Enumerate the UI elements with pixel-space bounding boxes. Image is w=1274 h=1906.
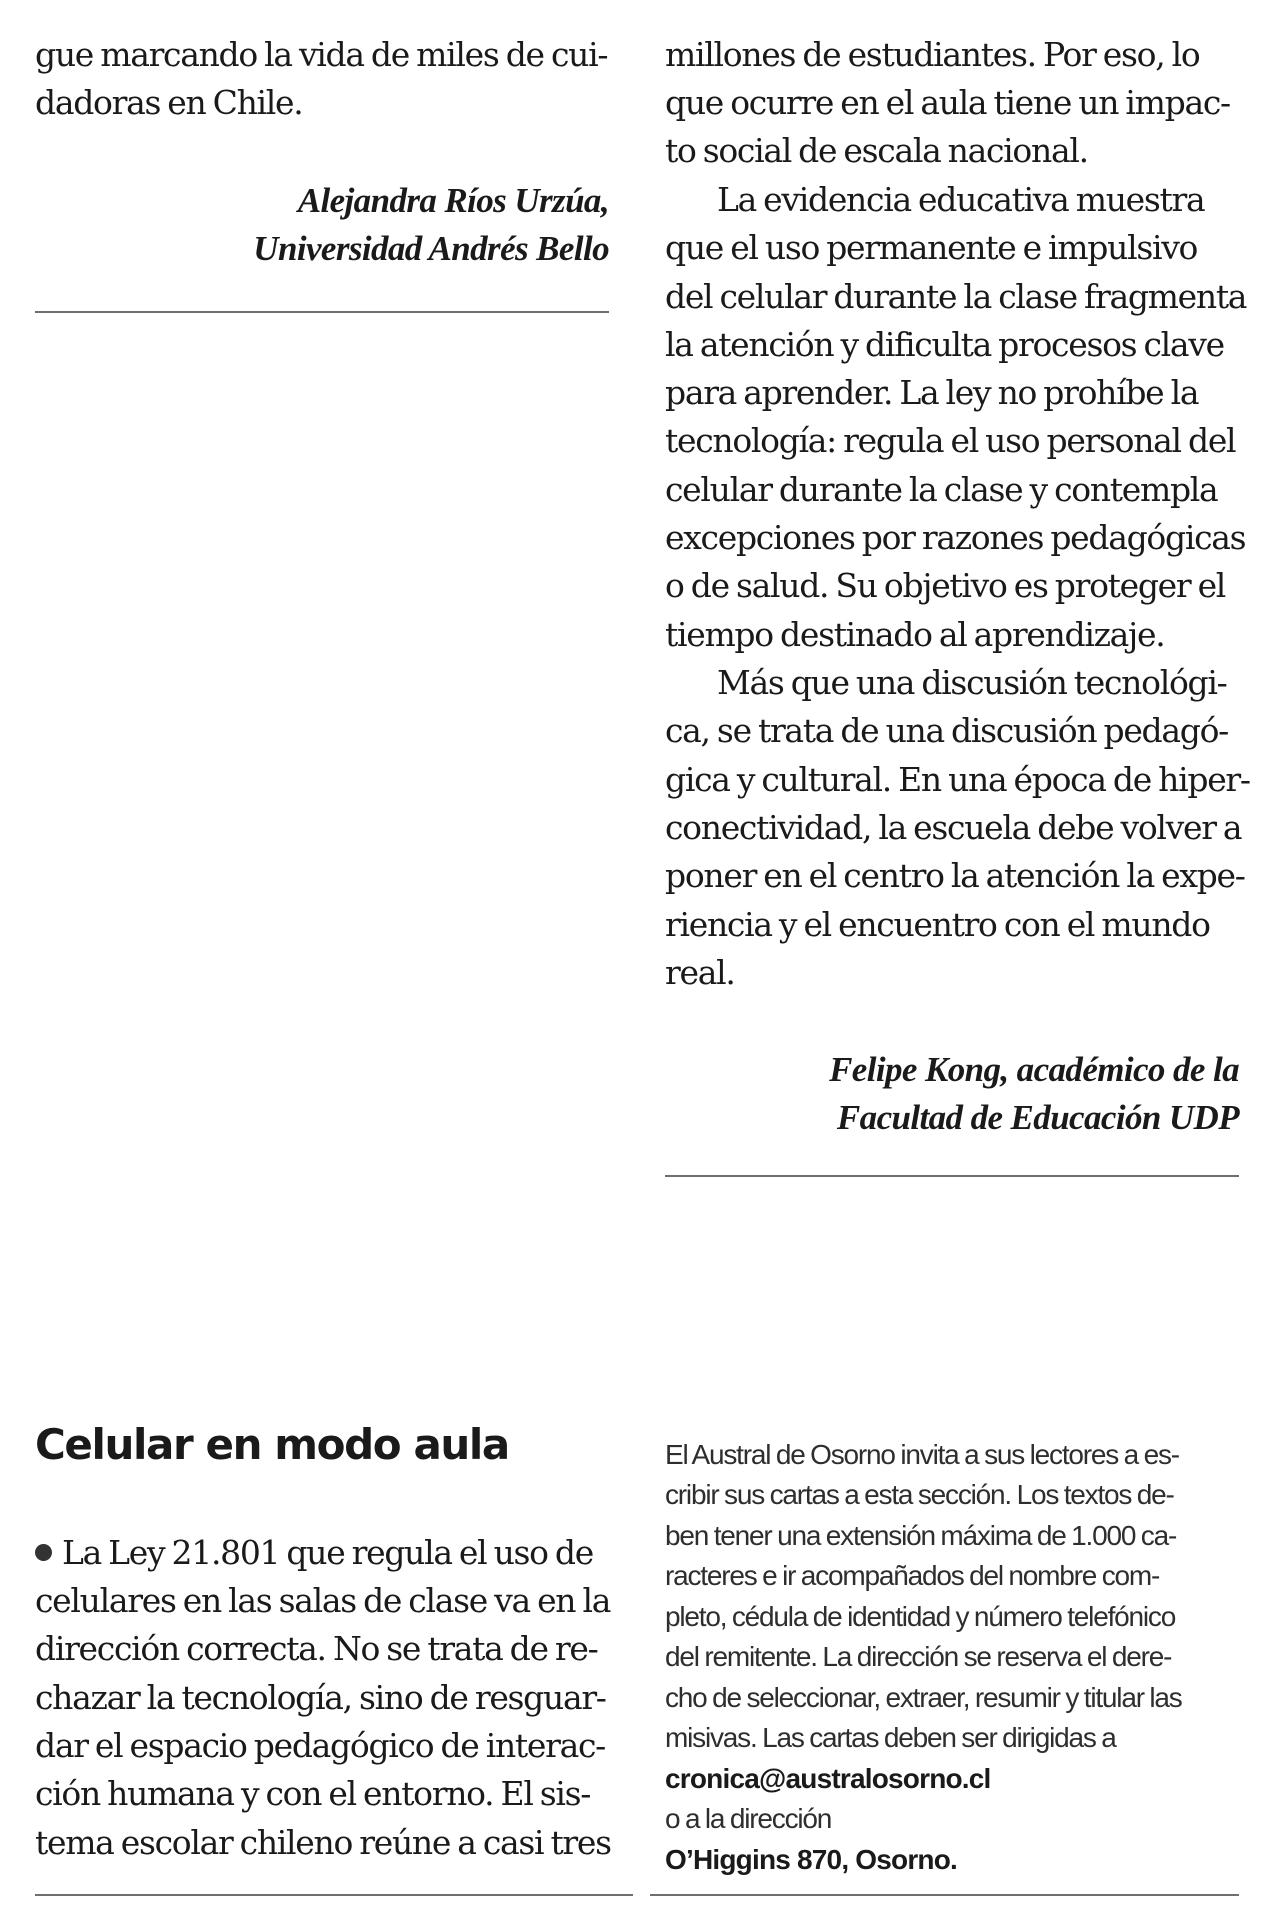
divider	[665, 1175, 1239, 1177]
notice-line: del remitente. La dirección se reserva el dere-	[665, 1641, 1172, 1672]
text-line: tecnología: regula el uso personal del	[665, 421, 1236, 460]
text-line: gica y cultural. En una época de hiper-	[665, 760, 1250, 799]
text-line: del celular durante la clase fragmenta	[665, 277, 1247, 316]
notice-line: cribir sus cartas a esta sección. Los textos de-	[665, 1479, 1174, 1510]
text-line: la atención y dificulta procesos clave	[665, 325, 1224, 364]
text-line: dirección correcta. No se trata de re-	[35, 1629, 598, 1668]
text-line: dadoras en Chile.	[35, 83, 303, 122]
notice-line: misivas. Las cartas deben ser dirigidas a	[665, 1722, 1116, 1753]
text-line: o de salud. Su objetivo es proteger el	[665, 566, 1226, 605]
email-link[interactable]: cronica@australosorno.cl	[665, 1763, 991, 1794]
text-line: dar el espacio pedagógico de interac-	[35, 1726, 605, 1765]
text-line: La evidencia educativa muestra	[717, 180, 1205, 219]
notice-line: El Austral de Osorno invita a sus lectores a es-	[665, 1439, 1179, 1470]
text-line-content: La Ley 21.801 que regula el uso de	[62, 1533, 593, 1572]
divider	[650, 1894, 1239, 1896]
text-line	[35, 1533, 593, 1572]
bullet-icon	[35, 1544, 52, 1561]
text-line: real.	[665, 953, 735, 992]
text-line: Más que una discusión tecnológi-	[717, 663, 1227, 702]
notice-line: o a la dirección	[665, 1803, 832, 1834]
letter-headline: Celular en modo aula	[35, 1420, 509, 1469]
signature-name: Alejandra Ríos Urzúa,	[297, 181, 609, 220]
text-line: millones de estudiantes. Por eso, lo	[665, 35, 1200, 74]
notice-line: ben tener una extensión máxima de 1.000 ca-	[665, 1520, 1177, 1551]
text-line: celular durante la clase y contempla	[665, 470, 1218, 509]
signature-name: Felipe Kong, académico de la	[829, 1050, 1239, 1089]
text-line: riencia y el encuentro con el mundo	[665, 905, 1210, 944]
text-line: poner en el centro la atención la expe-	[665, 856, 1245, 895]
text-line: para aprender. La ley no prohíbe la	[665, 373, 1199, 412]
text-line: que ocurre en el aula tiene un impac-	[665, 83, 1230, 122]
signature-affiliation: Facultad de Educación UDP	[836, 1098, 1239, 1137]
notice-line: racteres e ir acompañados del nombre com-	[665, 1560, 1160, 1591]
divider	[35, 311, 609, 313]
text-line: ción humana y con el entorno. El sis-	[35, 1774, 591, 1813]
text-line: gue marcando la vida de miles de cui-	[35, 35, 608, 74]
signature-affiliation: Universidad Andrés Bello	[253, 229, 609, 268]
notice-line: pleto, cédula de identidad y número telefónico	[665, 1601, 1176, 1632]
text-line: que el uso permanente e impulsivo	[665, 228, 1198, 267]
text-line: tiempo destinado al aprendizaje.	[665, 615, 1165, 654]
text-line: conectividad, la escuela debe volver a	[665, 808, 1242, 847]
notice-line: cho de seleccionar, extraer, resumir y titular las	[665, 1682, 1182, 1713]
divider	[35, 1894, 633, 1896]
text-line: tema escolar chileno reúne a casi tres	[35, 1823, 611, 1862]
postal-address: O’Higgins 870, Osorno.	[665, 1844, 958, 1875]
text-line: excepciones por razones pedagógicas	[665, 518, 1246, 557]
text-line: ca, se trata de una discusión pedagó-	[665, 711, 1228, 750]
text-line: to social de escala nacional.	[665, 131, 1088, 170]
text-line: chazar la tecnología, sino de resguar-	[35, 1678, 606, 1717]
text-line: celulares en las salas de clase va en la	[35, 1581, 611, 1620]
